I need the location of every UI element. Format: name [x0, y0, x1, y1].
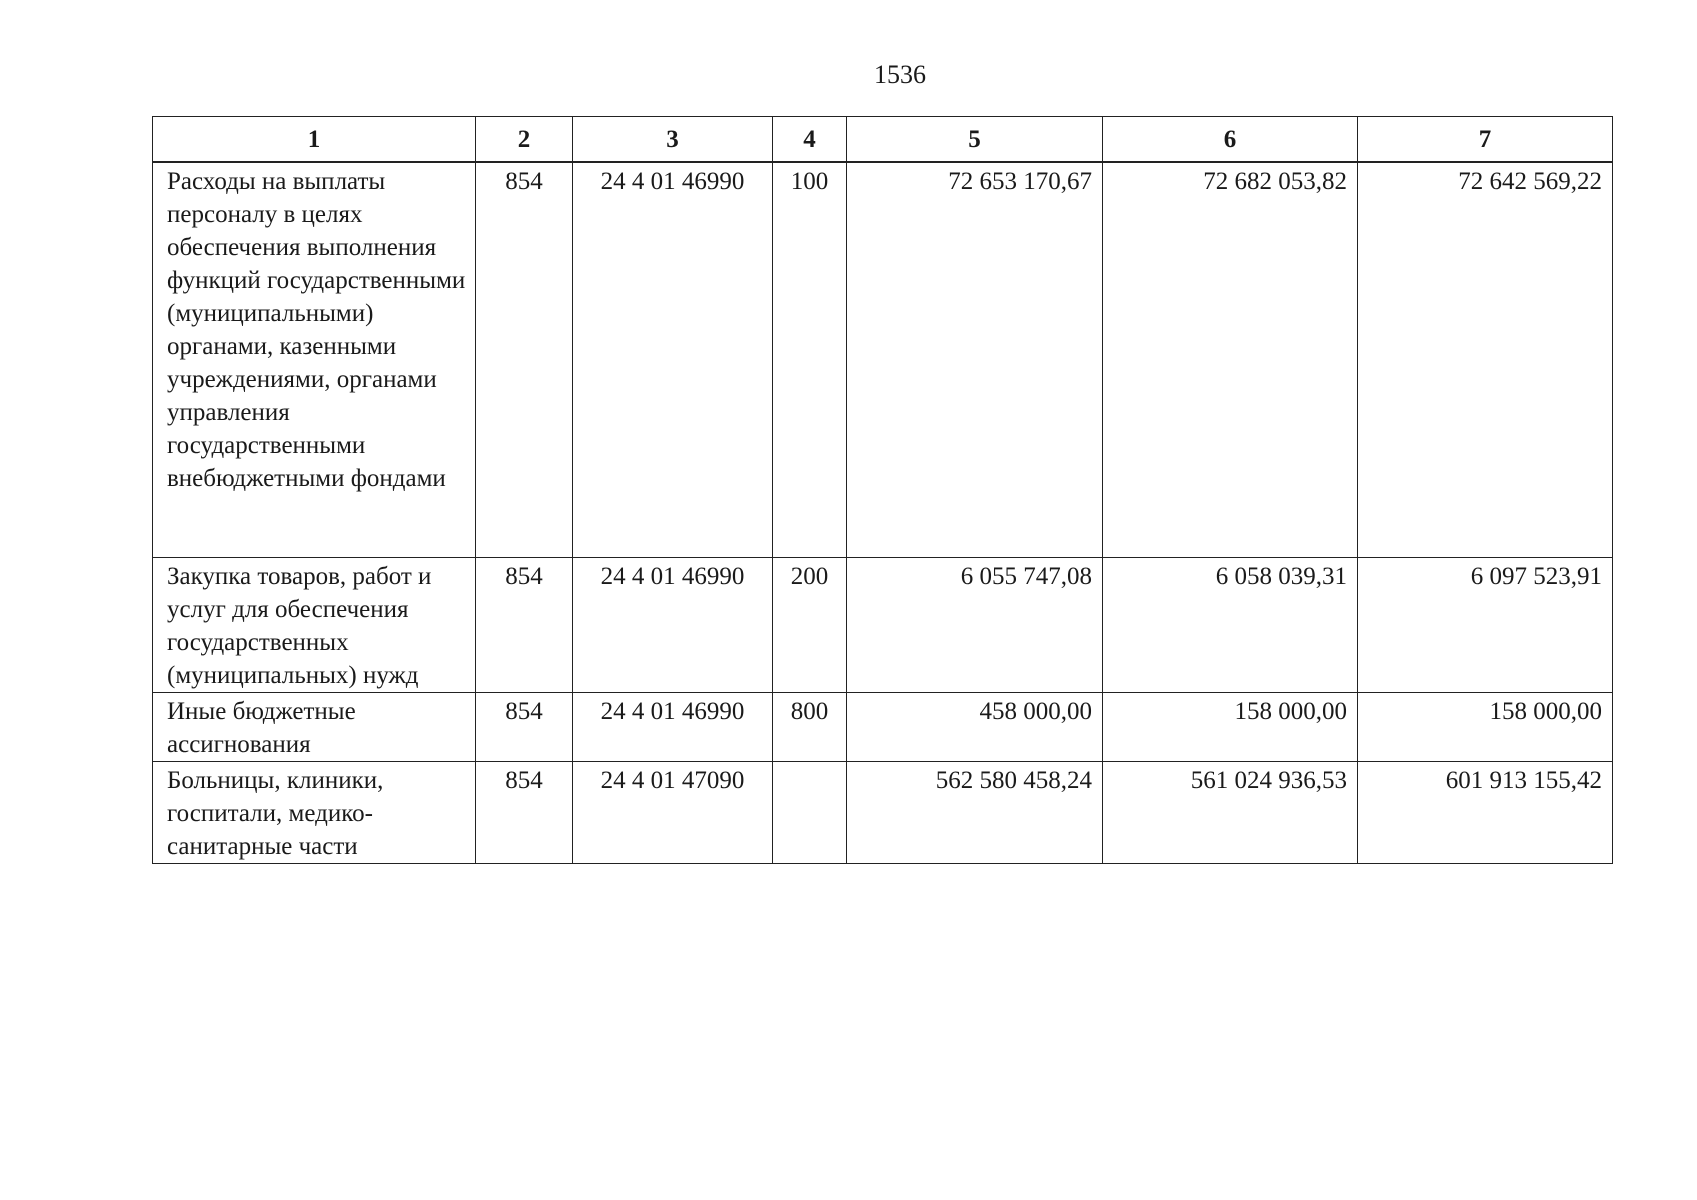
column-header: 4: [773, 117, 847, 163]
row-amount-3: 601 913 155,42: [1358, 761, 1613, 863]
column-header: 2: [476, 117, 573, 163]
row-expense-type: [773, 761, 847, 863]
table-row: [153, 557, 1613, 692]
column-header: 3: [573, 117, 773, 163]
row-ministry-code: 854: [476, 761, 573, 863]
row-amount-3: 72 642 569,22: [1358, 162, 1613, 557]
row-expense-type: 800: [773, 692, 847, 761]
table-row: [153, 162, 1613, 557]
row-name: Расходы на выплаты персоналу в целях обеспечения выполнения функций государственными (муниципальными) органами, казенными учреждениями, органами управления государственными внебюджетными фондами: [153, 162, 476, 557]
table-row: [153, 761, 1613, 863]
budget-table: [152, 116, 1613, 864]
row-name: Закупка товаров, работ и услуг для обеспечения государственных (муниципальных) нужд: [153, 557, 476, 692]
column-header: 6: [1103, 117, 1358, 163]
row-amount-2: 561 024 936,53: [1103, 761, 1358, 863]
row-amount-1: 6 055 747,08: [847, 557, 1103, 692]
column-header: 5: [847, 117, 1103, 163]
row-ministry-code: 854: [476, 162, 573, 557]
row-amount-2: 6 058 039,31: [1103, 557, 1358, 692]
table-row: [153, 692, 1613, 761]
row-target-article: 24 4 01 46990: [573, 557, 773, 692]
row-amount-3: 6 097 523,91: [1358, 557, 1613, 692]
row-amount-3: 158 000,00: [1358, 692, 1613, 761]
row-expense-type: 200: [773, 557, 847, 692]
row-amount-1: 458 000,00: [847, 692, 1103, 761]
row-target-article: 24 4 01 46990: [573, 692, 773, 761]
row-ministry-code: 854: [476, 692, 573, 761]
row-amount-2: 72 682 053,82: [1103, 162, 1358, 557]
row-target-article: 24 4 01 46990: [573, 162, 773, 557]
row-name: Больницы, клиники, госпитали, медико-санитарные части: [153, 761, 476, 863]
column-header: 7: [1358, 117, 1613, 163]
header-row: [153, 117, 1613, 163]
page-number: 1536: [874, 60, 926, 89]
row-expense-type: 100: [773, 162, 847, 557]
row-amount-1: 72 653 170,67: [847, 162, 1103, 557]
row-target-article: 24 4 01 47090: [573, 761, 773, 863]
row-ministry-code: 854: [476, 557, 573, 692]
row-amount-1: 562 580 458,24: [847, 761, 1103, 863]
row-amount-2: 158 000,00: [1103, 692, 1358, 761]
column-header: 1: [153, 117, 476, 163]
row-name: Иные бюджетные ассигнования: [153, 692, 476, 761]
